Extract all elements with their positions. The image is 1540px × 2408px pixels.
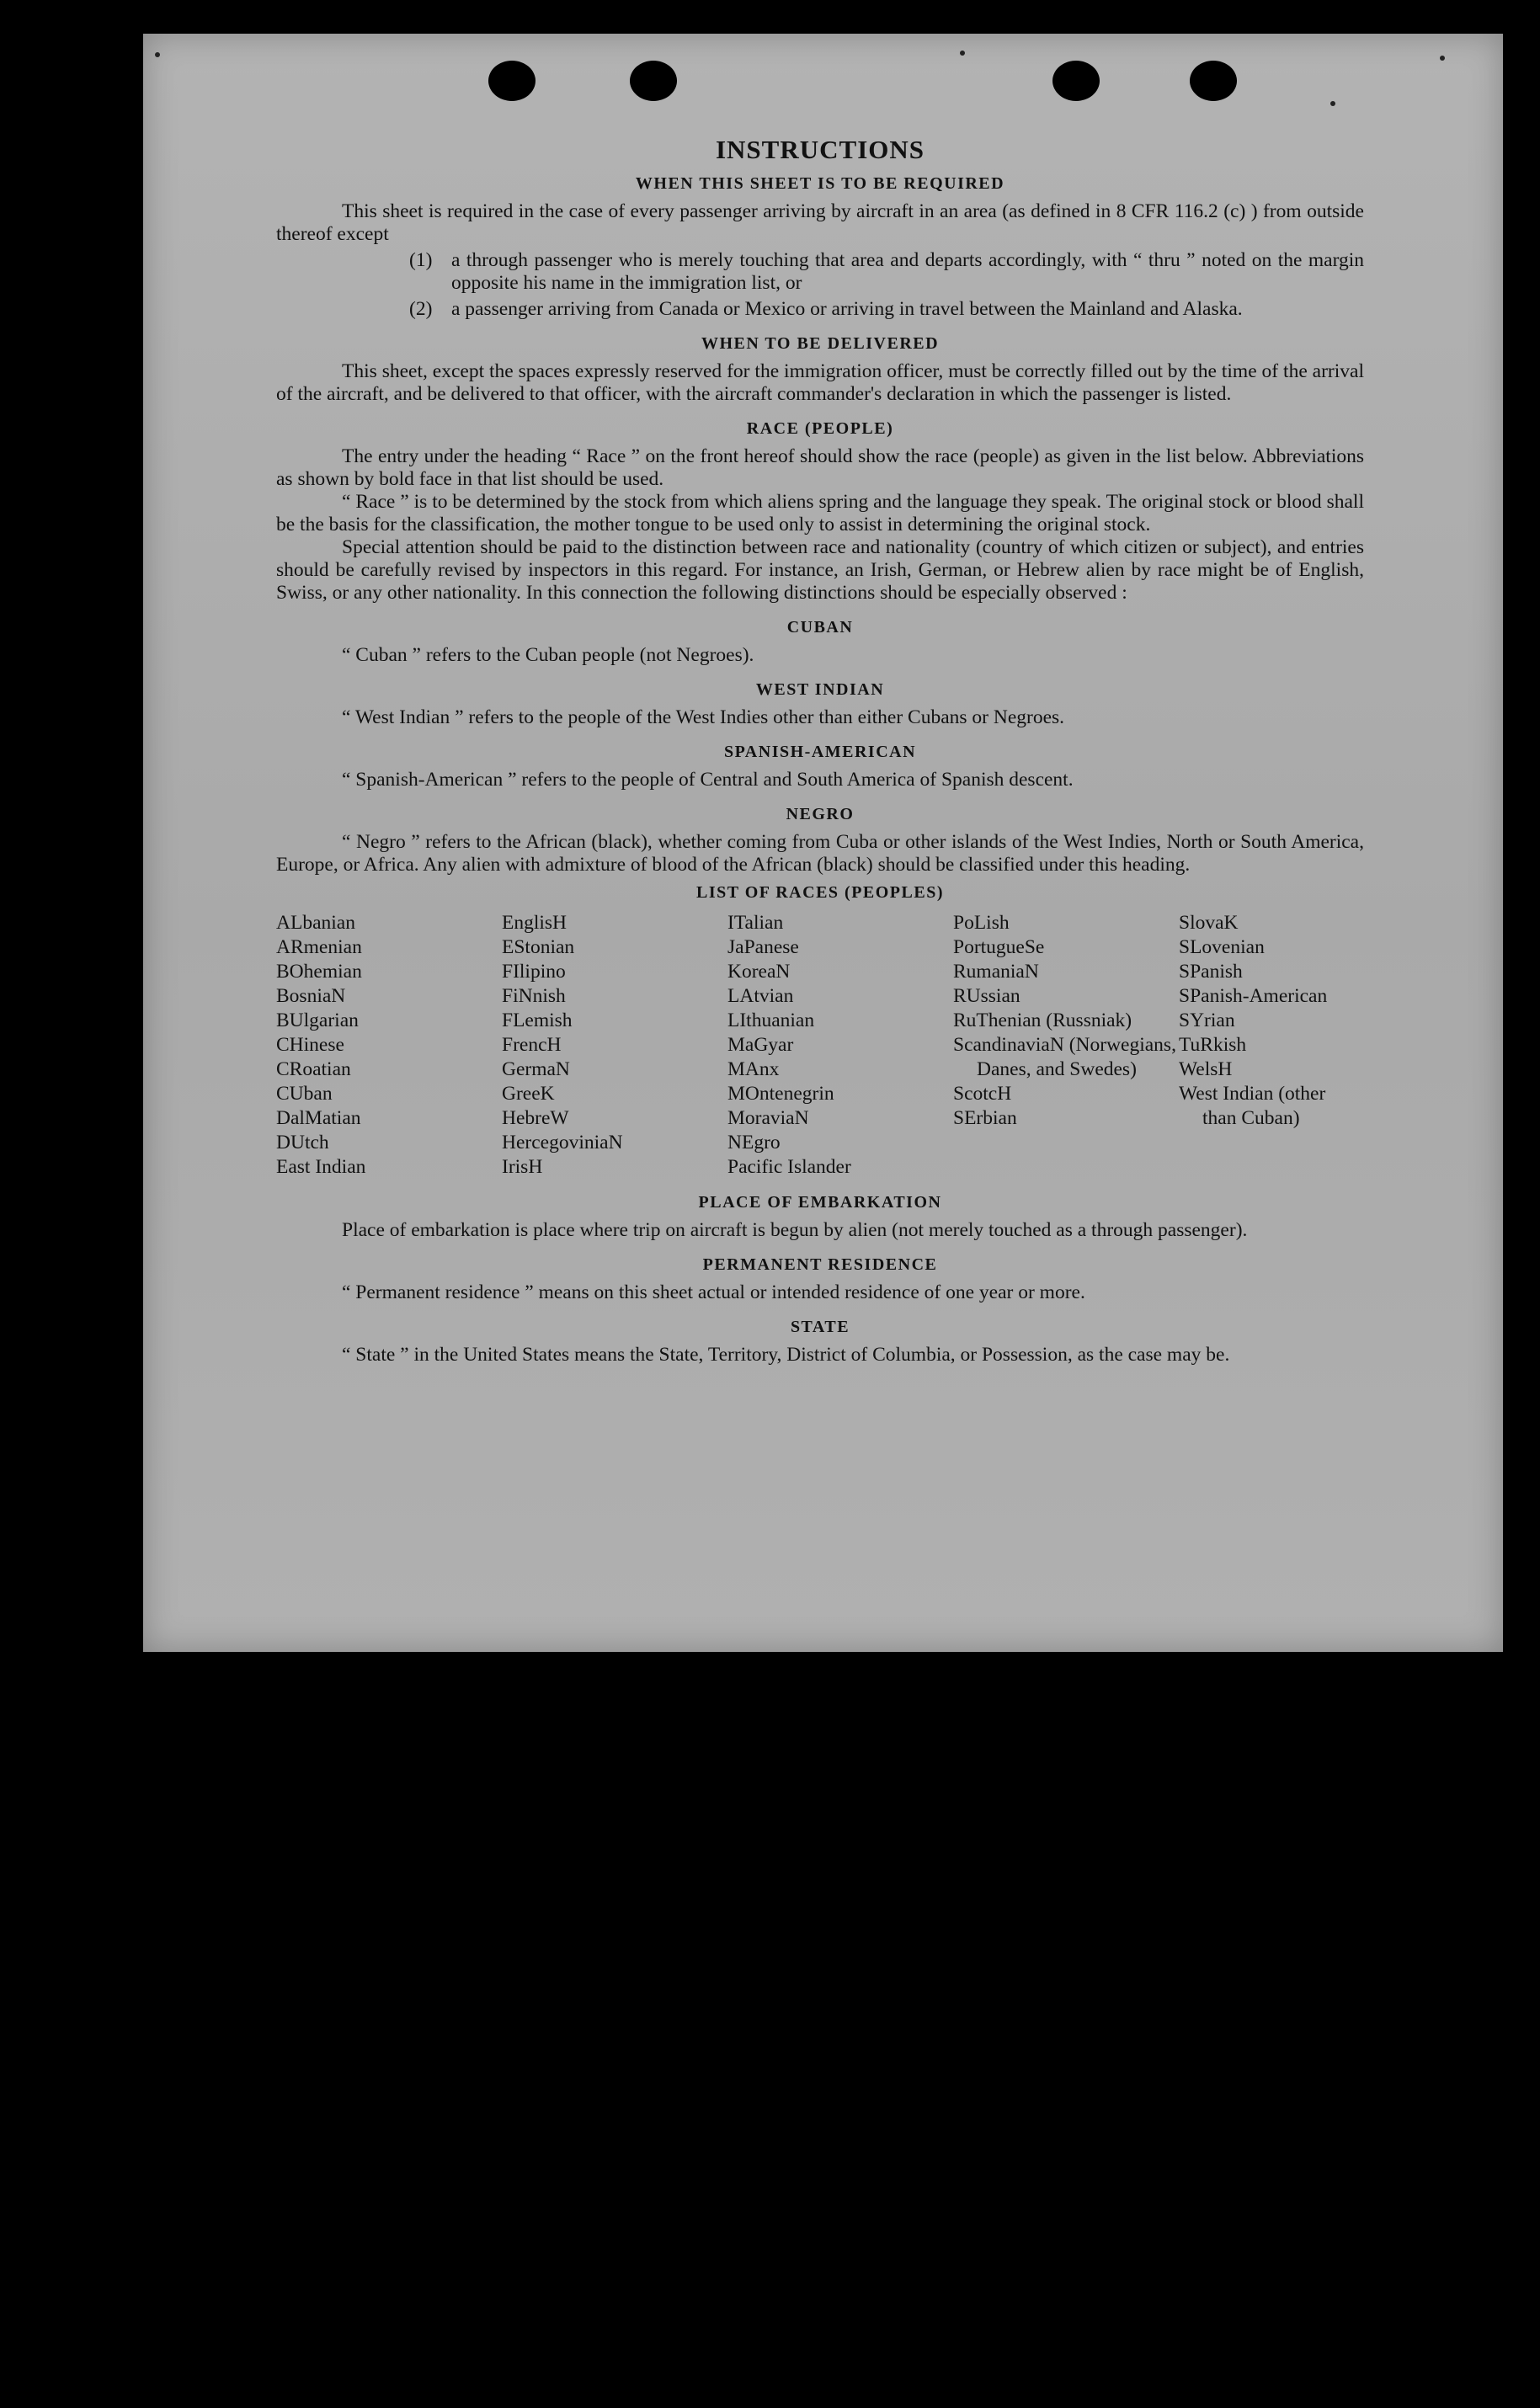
section-heading: PERMANENT RESIDENCE: [702, 1255, 938, 1274]
paragraph: “ Negro ” refers to the African (black), whether coming from Cuba or other islands of the West Indies, North or South America, Europe, or Africa. Any alien with admixture of blood of the African (black) should be classified under this heading.: [276, 831, 1364, 876]
punch-hole: [630, 61, 677, 101]
race-item: EnglisH: [502, 912, 568, 934]
races-column-1: [276, 911, 502, 1180]
race-item: RuThenian (Russniak): [953, 1010, 1132, 1031]
paragraph: This sheet is required in the case of every passenger arriving by aircraft in an area (as defined in 8 CFR 116.2 (c) ) from outside thereof except: [276, 200, 1364, 245]
paragraph: “ Spanish-American ” refers to the people of Central and South America of Spanish descent.: [342, 769, 1074, 791]
section-heading: STATE: [790, 1318, 850, 1336]
race-item: LAtvian: [727, 985, 794, 1007]
race-item: MAnx: [727, 1058, 780, 1080]
race-item: GermaN: [502, 1058, 570, 1080]
race-item: ScotcH: [953, 1083, 1012, 1105]
speck: [1330, 101, 1335, 106]
race-item: BosniaN: [276, 985, 346, 1007]
race-item: MOntenegrin: [727, 1083, 834, 1105]
list-item: [409, 298, 1364, 321]
race-item: ScandinaviaN (Norwegians, Danes, and Swedes): [953, 1034, 1176, 1080]
item-number: (1): [409, 249, 433, 271]
race-item: HebreW: [502, 1107, 569, 1129]
race-item: FLemish: [502, 1010, 573, 1031]
race-item: HercegoviniaN: [502, 1132, 623, 1153]
race-item: SYrian: [1179, 1010, 1235, 1031]
race-item: East Indian: [276, 1156, 366, 1178]
race-item: GreeK: [502, 1083, 555, 1105]
section-heading: WHEN TO BE DELIVERED: [701, 334, 940, 353]
speck: [1440, 56, 1445, 61]
section-heading: WEST INDIAN: [755, 680, 885, 699]
race-item: FIlipino: [502, 961, 566, 983]
item-text: a through passenger who is merely touching that area and departs accordingly, with “ thru ” noted on the margin opposite his name in the immigration list, or: [451, 249, 1364, 294]
race-item: DalMatian: [276, 1107, 361, 1129]
race-item: RUssian: [953, 985, 1020, 1007]
race-item: CHinese: [276, 1034, 344, 1056]
page-title: INSTRUCTIONS: [715, 135, 925, 164]
race-item: SLovenian: [1179, 936, 1265, 958]
section-heading: WHEN THIS SHEET IS TO BE REQUIRED: [635, 174, 1005, 193]
section-heading: LIST OF RACES (PEOPLES): [695, 883, 944, 902]
section-heading: SPANISH-AMERICAN: [723, 743, 917, 761]
paragraph: “ West Indian ” refers to the people of the West Indies other than either Cubans or Negroes.: [342, 706, 1065, 728]
race-item: LIthuanian: [727, 1010, 815, 1031]
section-heading: RACE (PEOPLE): [746, 419, 894, 438]
race-item: SlovaK: [1179, 912, 1239, 934]
item-text: a passenger arriving from Canada or Mexico or arriving in travel between the Mainland and Alaska.: [451, 298, 1243, 320]
races-column-4: [953, 911, 1179, 1180]
race-item: MoraviaN: [727, 1107, 809, 1129]
race-item: FiNnish: [502, 985, 566, 1007]
section-heading: PLACE OF EMBARKATION: [698, 1193, 942, 1212]
race-item: BOhemian: [276, 961, 362, 983]
race-item: FrencH: [502, 1034, 562, 1056]
race-item: WelsH: [1179, 1058, 1233, 1080]
punch-hole: [1052, 61, 1100, 101]
race-item: RumaniaN: [953, 961, 1039, 983]
race-item: Pacific Islander: [727, 1156, 851, 1178]
instructions-content: [276, 135, 1364, 1366]
race-item: PortugueSe: [953, 936, 1045, 958]
race-item: PoLish: [953, 912, 1010, 934]
race-item: IrisH: [502, 1156, 543, 1178]
paragraph: Special attention should be paid to the distinction between race and nationality (country of which citizen or subject), and entries should be carefully revised by inspectors in this regard. For instance, an Irish, German, or Hebrew alien by race might be of English, Swiss, or any other nationality. In this connection the following distinctions should be especially observed :: [276, 536, 1364, 604]
races-list: [276, 911, 1364, 1180]
race-item: EStonian: [502, 936, 575, 958]
list-item: [409, 249, 1364, 295]
speck: [960, 51, 965, 56]
section-heading: CUBAN: [786, 618, 854, 637]
races-column-3: [727, 911, 953, 1180]
paragraph: “ Permanent residence ” means on this sheet actual or intended residence of one year or more.: [342, 1281, 1085, 1303]
item-number: (2): [409, 298, 433, 320]
race-item: SErbian: [953, 1107, 1017, 1129]
race-item: TuRkish: [1179, 1034, 1247, 1056]
race-item: ARmenian: [276, 936, 362, 958]
document-sheet: [143, 34, 1503, 1652]
race-item: MaGyar: [727, 1034, 794, 1056]
speck: [155, 52, 160, 57]
paragraph: Place of embarkation is place where trip on aircraft is begun by alien (not merely touched as a through passenger).: [342, 1219, 1248, 1241]
paragraph: This sheet, except the spaces expressly reserved for the immigration officer, must be correctly filled out by the time of the arrival of the aircraft, and be delivered to that officer, with the aircraft commander's declaration in which the passenger is listed.: [276, 360, 1364, 405]
section-heading: NEGRO: [786, 805, 855, 823]
race-item: CUban: [276, 1083, 333, 1105]
race-item: ALbanian: [276, 912, 355, 934]
races-column-2: [502, 911, 727, 1180]
races-column-5: [1179, 911, 1364, 1180]
punch-hole: [1190, 61, 1237, 101]
paragraph: “ Race ” is to be determined by the stock from which aliens spring and the language they speak. The original stock or blood shall be the basis for the classification, the mother tongue to be used only to assist in determining the original stock.: [276, 491, 1364, 535]
race-item: SPanish-American: [1179, 985, 1328, 1007]
race-item: JaPanese: [727, 936, 799, 958]
race-item: SPanish: [1179, 961, 1243, 983]
race-item: ITalian: [727, 912, 784, 934]
paragraph: The entry under the heading “ Race ” on the front hereof should show the race (people) as given in the list below. Abbreviations as shown by bold face in that list should be used.: [276, 445, 1364, 490]
paragraph: “ State ” in the United States means the State, Territory, District of Columbia, or Possession, as the case may be.: [342, 1344, 1230, 1366]
punch-hole: [488, 61, 536, 101]
race-item: CRoatian: [276, 1058, 351, 1080]
race-item: BUlgarian: [276, 1010, 359, 1031]
race-item: KoreaN: [727, 961, 791, 983]
race-item: NEgro: [727, 1132, 781, 1153]
race-item: DUtch: [276, 1132, 329, 1153]
paragraph: “ Cuban ” refers to the Cuban people (not Negroes).: [342, 644, 754, 666]
race-item: West Indian (other than Cuban): [1179, 1083, 1326, 1129]
